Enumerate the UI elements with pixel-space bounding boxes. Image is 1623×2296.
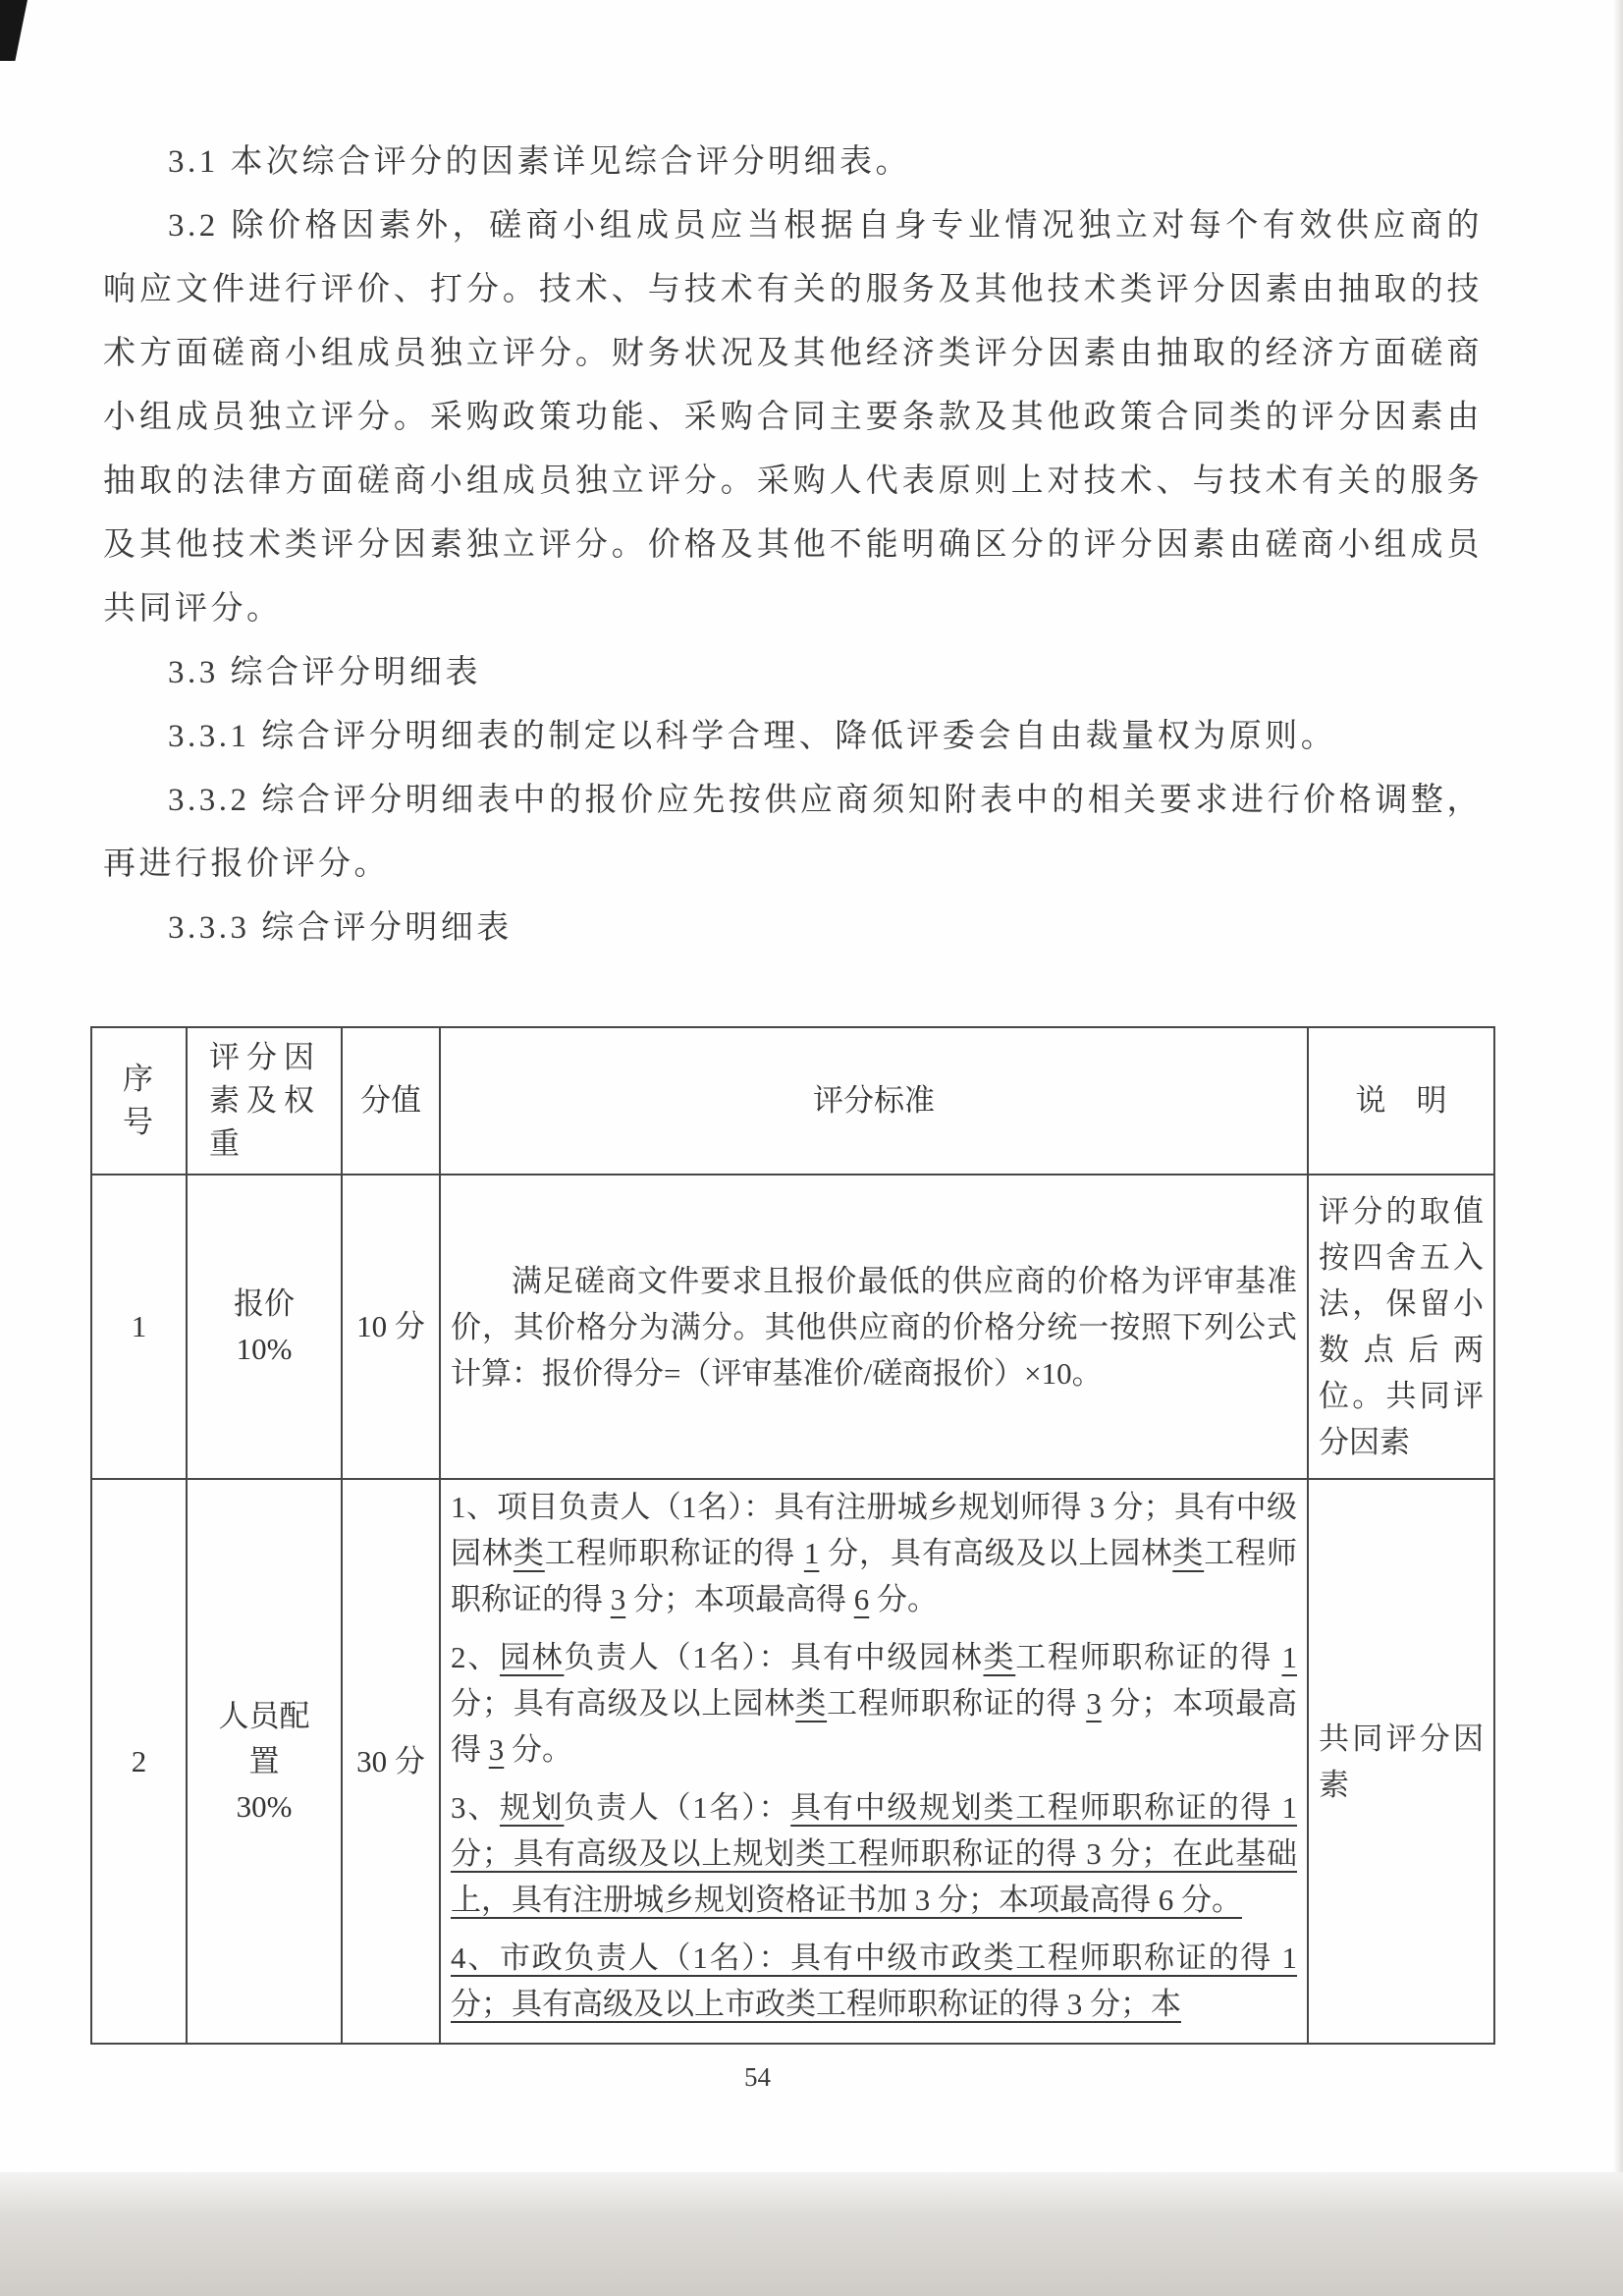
header-factor-weight: 评分因素及权重	[187, 1027, 342, 1175]
row2-factor: 人员配置	[218, 1698, 310, 1778]
row1-factor-cell	[187, 1175, 342, 1479]
row2-no: 2	[91, 1479, 187, 2044]
row2-standard	[440, 1479, 1308, 2044]
header-remark: 说 明	[1308, 1027, 1494, 1175]
scoring-item: 4、市政负责人（1名）：具有中级市政类工程师职称证的得 1 分；具有高级及以上市政类工程师职称证的得 3 分；本	[451, 1941, 1297, 2021]
row2-factor-cell	[187, 1479, 342, 2044]
paragraph-3-1: 3.1 本次综合评分的因素详见综合评分明细表。	[168, 144, 911, 180]
scoring-item: 2、园林负责人（1名）：具有中级园林类工程师职称证的得 1 分；具有高级及以上园林类工程师职称证的得 3 分；本项最高得 3 分。	[451, 1640, 1298, 1767]
row1-weight: 10%	[236, 1332, 293, 1366]
scoring-detail-table	[90, 1026, 1495, 2045]
paragraph-3-3-2: 3.3.2 综合评分明细表中的报价应先按供应商须知附表中的相关要求进行价格调整，再进行报价评分。	[103, 783, 1483, 882]
scan-bottom-shadow	[0, 2172, 1623, 2296]
row1-standard: 满足磋商文件要求且报价最低的供应商的价格为评审基准价，其价格分为满分。其他供应商的价格分统一按照下列公式计算：报价得分=（评审基准价/磋商报价）×10。	[440, 1175, 1308, 1479]
table-header-row	[91, 1027, 1494, 1175]
row1-factor: 报价	[234, 1286, 295, 1321]
row2-weight: 30%	[236, 1788, 293, 1824]
header-score-value: 分值	[342, 1027, 440, 1175]
paragraph-3-2: 3.2 除价格因素外，磋商小组成员应当根据自身专业情况独立对每个有效供应商的响应文件进行评价、打分。技术、与技术有关的服务及其他技术类评分因素由抽取的技术方面磋商小组成员独立评分。财务状况及其他经济类评分因素由抽取的经济方面磋商小组成员独立评分。采购政策功能、采购合同主要条款及其他政策合同类的评分因素由抽取的法律方面磋商小组成员独立评分。采购人代表原则上对技术、与技术有关的服务及其他技术类评分因素独立评分。价格及其他不能明确区分的评分因素由磋商小组成员共同评分。	[103, 208, 1483, 627]
scan-edge-shadow	[1613, 0, 1623, 2296]
paragraph-3-3: 3.3 综合评分明细表	[168, 655, 481, 690]
row2-note: 共同评分因素	[1308, 1479, 1494, 2044]
scoring-item: 1、项目负责人（1名）：具有注册城乡规划师得 3 分；具有中级园林类工程师职称证的得 1 分，具有高级及以上园林类工程师职称证的得 3 分；本项最高得 6 分。	[451, 1490, 1298, 1616]
header-scoring-standard: 评分标准	[440, 1027, 1308, 1175]
paragraph-3-3-3: 3.3.3 综合评分明细表	[168, 910, 513, 946]
table-row-personnel	[91, 1479, 1494, 2044]
scoring-item: 3、规划负责人（1名）：具有中级规划类工程师职称证的得 1 分；具有高级及以上规划类工程师职称证的得 3 分；在此基础上，具有注册城乡规划资格证书加 3 分；本项最高得 6 分。	[451, 1790, 1298, 1917]
row2-score: 30 分	[342, 1479, 440, 2044]
body-text	[103, 131, 1483, 960]
table-row-price	[91, 1175, 1494, 1479]
row1-score: 10 分	[342, 1175, 440, 1479]
page-number: 54	[744, 2062, 771, 2092]
row1-note: 评分的取值按四舍五入法，保留小数点后两位。共同评分因素	[1308, 1175, 1494, 1479]
header-no: 序号	[91, 1027, 187, 1175]
scan-corner-artifact	[0, 0, 27, 61]
row1-no: 1	[91, 1175, 187, 1479]
paragraph-3-3-1: 3.3.1 综合评分明细表的制定以科学合理、降低评委会自由裁量权为原则。	[168, 719, 1337, 754]
